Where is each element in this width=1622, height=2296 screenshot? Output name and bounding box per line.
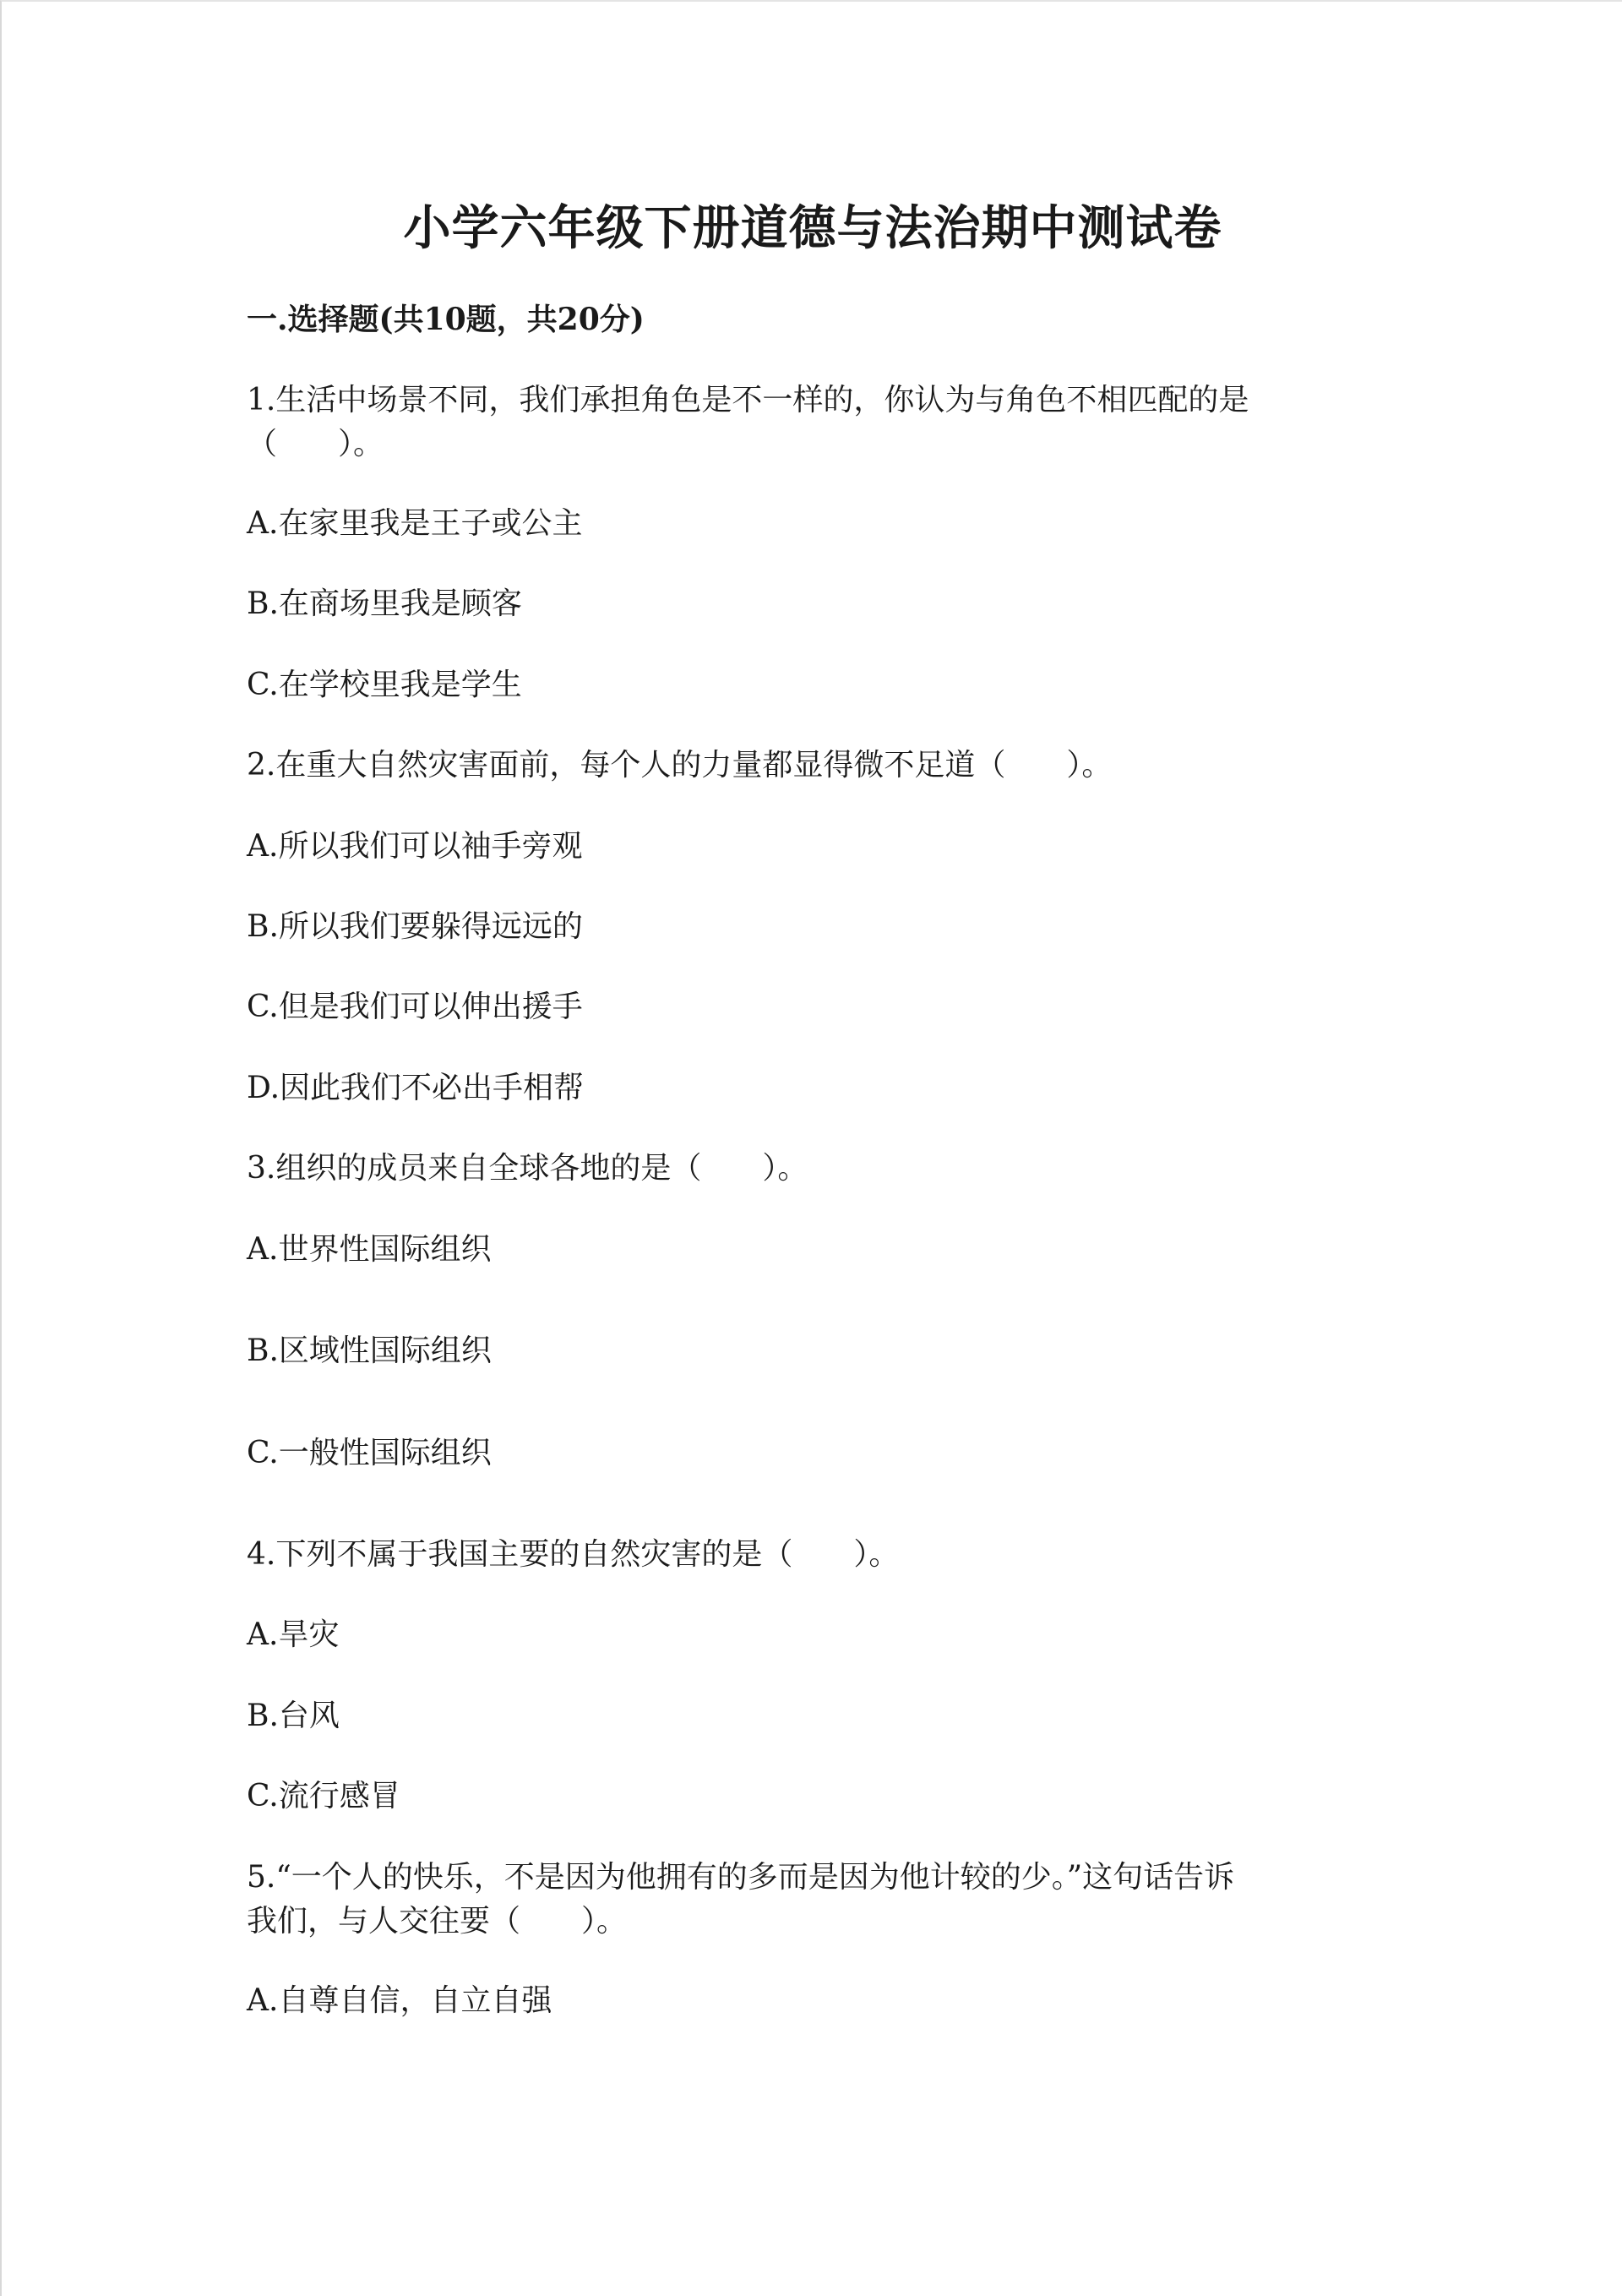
- question-4-option-c: C.流行感冒: [247, 1779, 400, 1813]
- question-2-option-a: A.所以我们可以袖手旁观: [247, 829, 583, 864]
- question-4-option-b: B.台风: [247, 1699, 340, 1733]
- section-heading-multiple-choice: 一.选择题(共10题，共20分): [247, 302, 645, 337]
- question-3-option-c: C.一般性国际组织: [247, 1436, 492, 1470]
- question-5-stem-continued: 我们，与人交往要（ ）。: [247, 1904, 628, 1939]
- question-5-option-a: A.自尊自信，自立自强: [247, 1983, 552, 2018]
- question-1-option-a: A.在家里我是王子或公主: [247, 506, 583, 541]
- question-2-option-b: B.所以我们要躲得远远的: [247, 909, 583, 944]
- question-5-stem: 5.“一个人的快乐，不是因为他拥有的多而是因为他计较的少。”这句话告诉: [247, 1860, 1235, 1895]
- question-3-stem: 3.组织的成员来自全球各地的是（ ）。: [247, 1151, 808, 1186]
- question-2-stem: 2.在重大自然灾害面前，每个人的力量都显得微不足道（ ）。: [247, 748, 1113, 783]
- question-4-option-a: A.旱灾: [247, 1617, 340, 1652]
- question-3-option-a: A.世界性国际组织: [247, 1232, 492, 1267]
- question-1-stem: 1.生活中场景不同，我们承担角色是不一样的，你认为与角色不相匹配的是: [247, 383, 1249, 417]
- question-1-option-c: C.在学校里我是学生: [247, 668, 522, 702]
- question-2-option-c: C.但是我们可以伸出援手: [247, 990, 583, 1024]
- question-1-stem-continued: （ ）。: [247, 427, 384, 461]
- question-2-option-d: D.因此我们不必出手相帮: [247, 1071, 585, 1105]
- question-1-option-b: B.在商场里我是顾客: [247, 586, 522, 621]
- question-4-stem: 4.下列不属于我国主要的自然灾害的是（ ）。: [247, 1537, 900, 1572]
- question-3-option-b: B.区域性国际组织: [247, 1333, 492, 1368]
- page-title: 小学六年级下册道德与法治期中测试卷: [403, 200, 1222, 256]
